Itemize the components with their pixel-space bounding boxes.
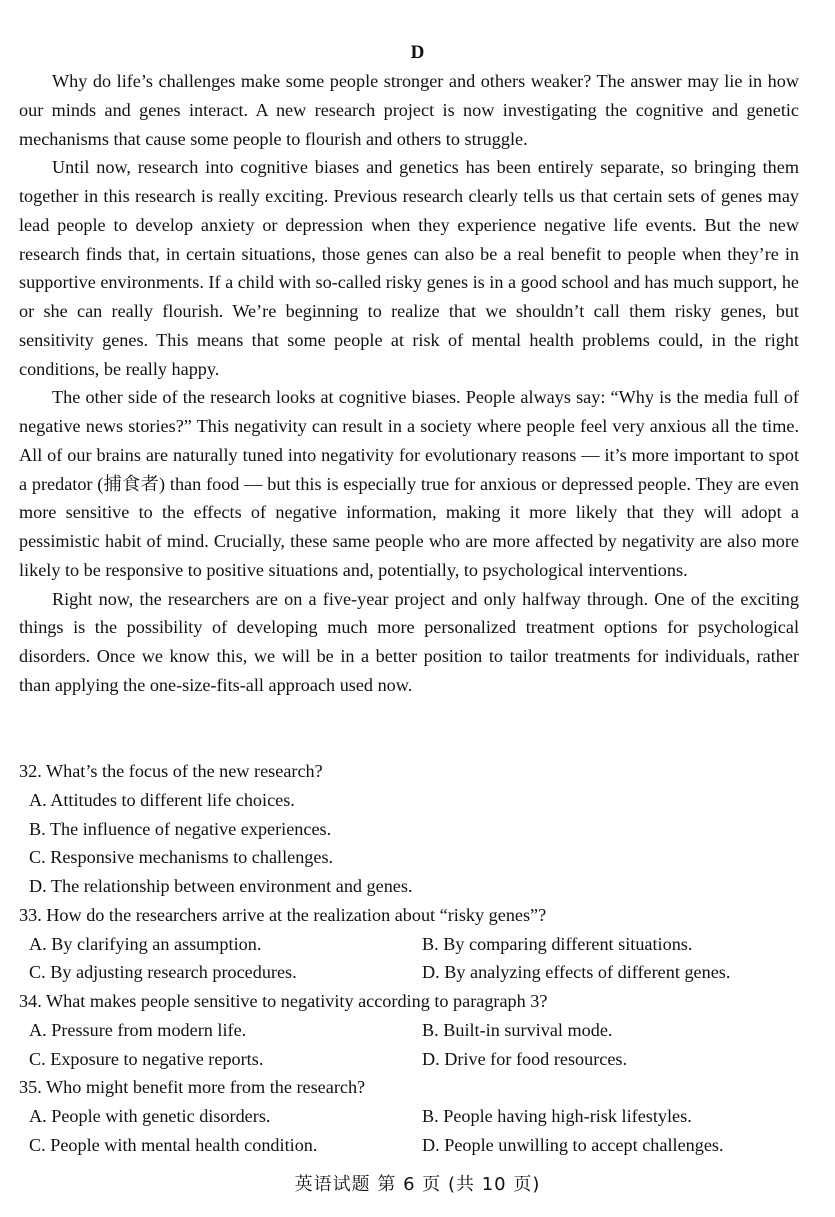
answer-options — [19, 786, 799, 901]
question-stem: 34. What makes people sensitive to negativity according to paragraph 3? — [19, 991, 548, 1011]
answer-options — [19, 930, 799, 988]
passage-paragraph-3: The other side of the research looks at cognitive biases. People always say: “Why is the media full of negative news stories?” This negativity can result in a society where people feel very anxious all the time. All of our brains are naturally tuned into negativity for evolutionary reasons — it’s more important to spot a predator (捕食者) than food — but this is especially true for anxious or depressed people. They are even more sensitive to the effects of negative information, making it more likely that they will adopt a pessimistic habit of mind. Crucially, these same people who are more affected by negativity are also more likely to be responsive to positive situations and, potentially, to psychological interventions. — [19, 387, 799, 580]
option-a: A. Pressure from modern life. — [29, 1019, 247, 1040]
question-32 — [19, 757, 799, 901]
answer-options — [19, 1016, 799, 1074]
answer-options — [19, 1102, 799, 1160]
question-stem: 35. Who might benefit more from the research? — [19, 1077, 366, 1098]
option-c: C. By adjusting research procedures. — [29, 962, 297, 983]
option-c: C. People with mental health condition. — [29, 1134, 318, 1155]
option-b: B. Built-in survival mode. — [422, 1019, 613, 1040]
option-b: B. By comparing different situations. — [422, 933, 693, 954]
option-a: A. By clarifying an assumption. — [29, 933, 262, 954]
reading-passage — [19, 67, 799, 700]
section-heading: D — [410, 42, 425, 63]
option-b: B. The influence of negative experiences. — [29, 818, 332, 839]
page-footer: 英语试题 第 6 页 (共 10 页) — [294, 1174, 541, 1195]
question-34 — [19, 987, 799, 1073]
question-list — [19, 757, 799, 1160]
option-c: C. Exposure to negative reports. — [29, 1048, 264, 1069]
passage-paragraph-2: Until now, research into cognitive biases and genetics has been entirely separate, so bringing them together in this research is really exciting. Previous research clearly tells us that certain sets of genes may lead people to develop anxiety or depression when they experience negative life events. But the new research finds that, in certain situations, those genes can also be a real benefit to people when they’re in supportive environments. If a child with so-called risky genes is in a good school and has much support, he or she can really flourish. We’re beginning to realize that we shouldn’t call them risky genes, but sensitivity genes. This means that some people at risk of mental health problems could, in the right conditions, be really happy. — [19, 157, 799, 379]
question-35 — [19, 1073, 799, 1159]
passage-paragraph-4: Right now, the researchers are on a five-year project and only halfway through. One of the exciting things is the possibility of developing much more personalized treatment options for psychological disorders. Once we know this, we will be in a better position to tailor treatments for individuals, rather than applying the one-size-fits-all approach used now. — [19, 588, 799, 695]
option-c: C. Responsive mechanisms to challenges. — [29, 847, 334, 868]
option-a: A. Attitudes to different life choices. — [29, 789, 295, 810]
passage-paragraph-1: Why do life’s challenges make some people stronger and others weaker? The answer may lie in how our minds and genes interact. A new research project is now investigating the cognitive and genetic mechanisms that cause some people to flourish and others to struggle. — [19, 71, 799, 149]
question-stem: 32. What’s the focus of the new research? — [19, 761, 323, 781]
option-a: A. People with genetic disorders. — [29, 1106, 271, 1126]
option-d: D. People unwilling to accept challenges. — [422, 1134, 724, 1155]
option-d: D. Drive for food resources. — [422, 1048, 628, 1069]
option-d: D. By analyzing effects of different genes. — [422, 962, 731, 983]
question-33 — [19, 901, 799, 987]
question-stem: 33. How do the researchers arrive at the realization about “risky genes”? — [19, 904, 547, 925]
option-d: D. The relationship between environment and genes. — [29, 876, 413, 896]
option-b: B. People having high-risk lifestyles. — [422, 1106, 692, 1126]
